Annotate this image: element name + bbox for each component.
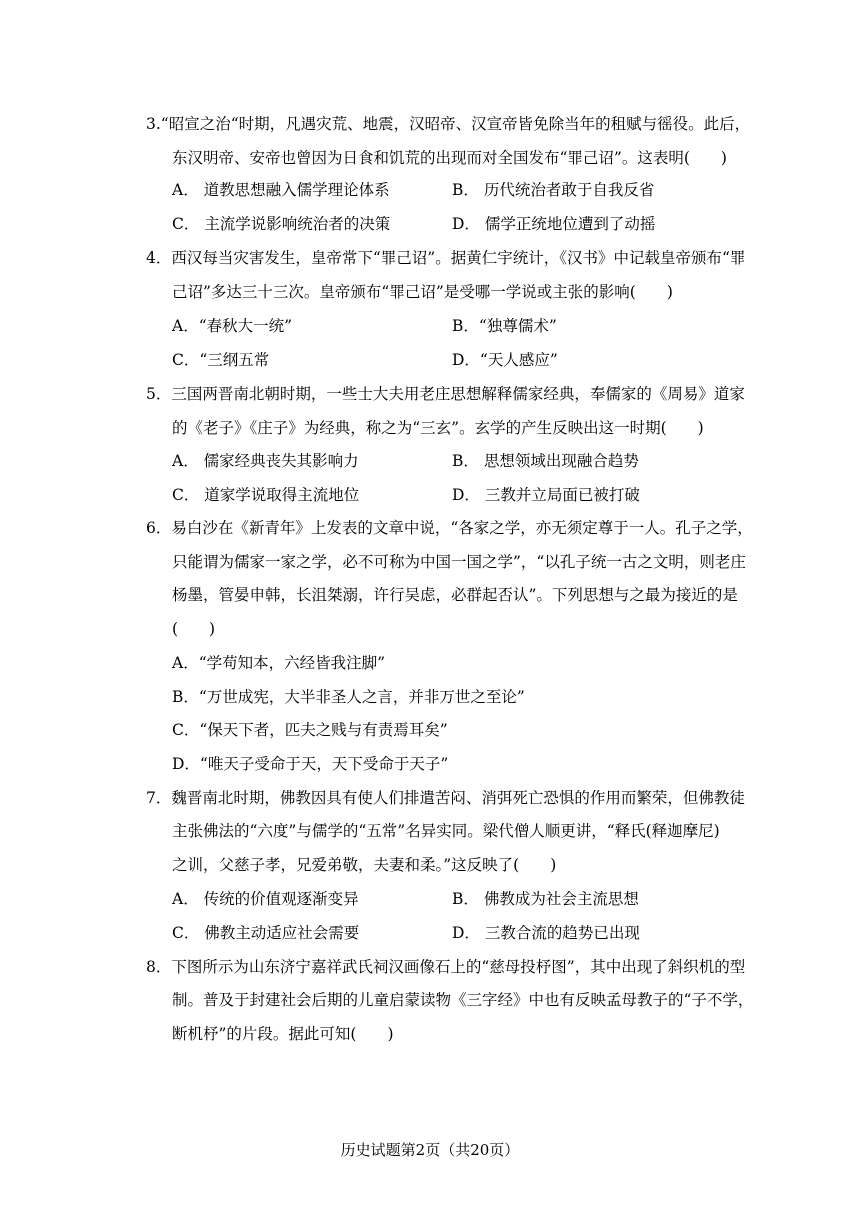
question-5-option-d: D． 三教并立局面已被打破 bbox=[452, 486, 640, 504]
question-3-option-a: A． 道教思想融入儒学理论体系 bbox=[172, 181, 390, 199]
question-3-option-b: B． 历代统治者敢于自我反省 bbox=[452, 181, 655, 199]
question-7-line-2: 主张佛法的“六度”与儒学的“五常”名异实同。梁代僧人顺更讲，“释氏(释迦摩尼) bbox=[172, 822, 720, 840]
question-8-line-2: 制。普及于封建社会后期的儿童启蒙读物《三字经》中也有反映孟母教子的“子不学， bbox=[172, 991, 754, 1009]
question-6-line-3: 杨墨，管晏申韩，长沮桀溺，许行吴虑，必群起否认”。下列思想与之最为接近的是 bbox=[172, 586, 738, 604]
question-3-line-2: 东汉明帝、安帝也曾因为日食和饥荒的出现而对全国发布“罪己诏”。这表明( ) bbox=[172, 149, 727, 167]
question-4-option-d: D．“天人感应” bbox=[452, 351, 558, 369]
question-4-option-b: B．“独尊儒术” bbox=[452, 317, 557, 335]
question-7-line-1: 7．魏晋南北时期，佛教因具有使人们排遣苦闷、消弭死亡恐惧的作用而繁荣，但佛教徒 bbox=[146, 789, 745, 807]
question-3-line-1: 3.“昭宣之治“时期，凡遇灾荒、地震，汉昭帝、汉宣帝皆免除当年的租赋与徭役。此后， bbox=[146, 115, 751, 133]
question-5-line-2: 的《老子》《庄子》为经典，称之为“三玄”。玄学的产生反映出这一时期( ) bbox=[172, 419, 704, 437]
page-footer: 历史试题第2页（共20页） bbox=[340, 1141, 520, 1159]
question-7-line-3: 之训，父慈子孝，兄爱弟敬，夫妻和柔。”这反映了( ) bbox=[172, 856, 557, 874]
question-4-line-1: 4．西汉每当灾害发生，皇帝常下“罪己诏”。据黄仁宇统计，《汉书》中记载皇帝颁布“罪 bbox=[146, 249, 746, 267]
question-6-line-2: 只能谓为儒家一家之学，必不可称为中国一国之学”，“以孔子统一古之文明，则老庄 bbox=[172, 553, 746, 571]
question-7-option-b: B． 佛教成为社会主流思想 bbox=[452, 890, 639, 908]
question-7-option-c: C． 佛教主动适应社会需要 bbox=[172, 924, 360, 942]
question-6-option-a: A．“学苟知本，六经皆我注脚” bbox=[172, 654, 386, 672]
question-4-option-a: A．“春秋大一统” bbox=[172, 317, 293, 335]
question-5-option-b: B． 思想领域出现融合趋势 bbox=[452, 452, 639, 470]
question-5-line-1: 5．三国两晋南北朝时期，一些士大夫用老庄思想解释儒家经典，奉儒家的《周易》道家 bbox=[146, 385, 745, 403]
question-6-option-c: C．“保天下者，匹夫之贱与有责焉耳矣” bbox=[172, 721, 448, 739]
question-6-line-1: 6．易白沙在《新青年》上发表的文章中说，“各家之学，亦无须定尊于一人。孔子之学， bbox=[146, 519, 753, 537]
question-4-line-2: 己诏”多达三十三次。皇帝颁布“罪己诏”是受哪一学说或主张的影响( ) bbox=[172, 283, 673, 301]
question-4-option-c: C．“三纲五常 bbox=[172, 351, 270, 369]
question-5-option-c: C． 道家学说取得主流地位 bbox=[172, 486, 360, 504]
question-3-option-d: D． 儒学正统地位遭到了动摇 bbox=[452, 215, 656, 233]
question-6-option-d: D．“唯天子受命于天，天下受命于天子” bbox=[172, 755, 449, 773]
question-8-line-3: 断机杼”的片段。据此可知( ) bbox=[172, 1025, 394, 1043]
question-7-option-a: A． 传统的价值观逐渐变异 bbox=[172, 890, 359, 908]
question-7-option-d: D． 三教合流的趋势已出现 bbox=[452, 924, 640, 942]
question-5-option-a: A． 儒家经典丧失其影响力 bbox=[172, 452, 359, 470]
question-8-line-1: 8．下图所示为山东济宁嘉祥武氏祠汉画像石上的“慈母投杼图”，其中出现了斜织机的型 bbox=[146, 958, 746, 976]
question-6-line-4: ( ) bbox=[172, 620, 216, 638]
question-3-option-c: C． 主流学说影响统治者的决策 bbox=[172, 215, 391, 233]
question-6-option-b: B．“万世成宪，大半非圣人之言，并非万世之至论” bbox=[172, 688, 525, 706]
